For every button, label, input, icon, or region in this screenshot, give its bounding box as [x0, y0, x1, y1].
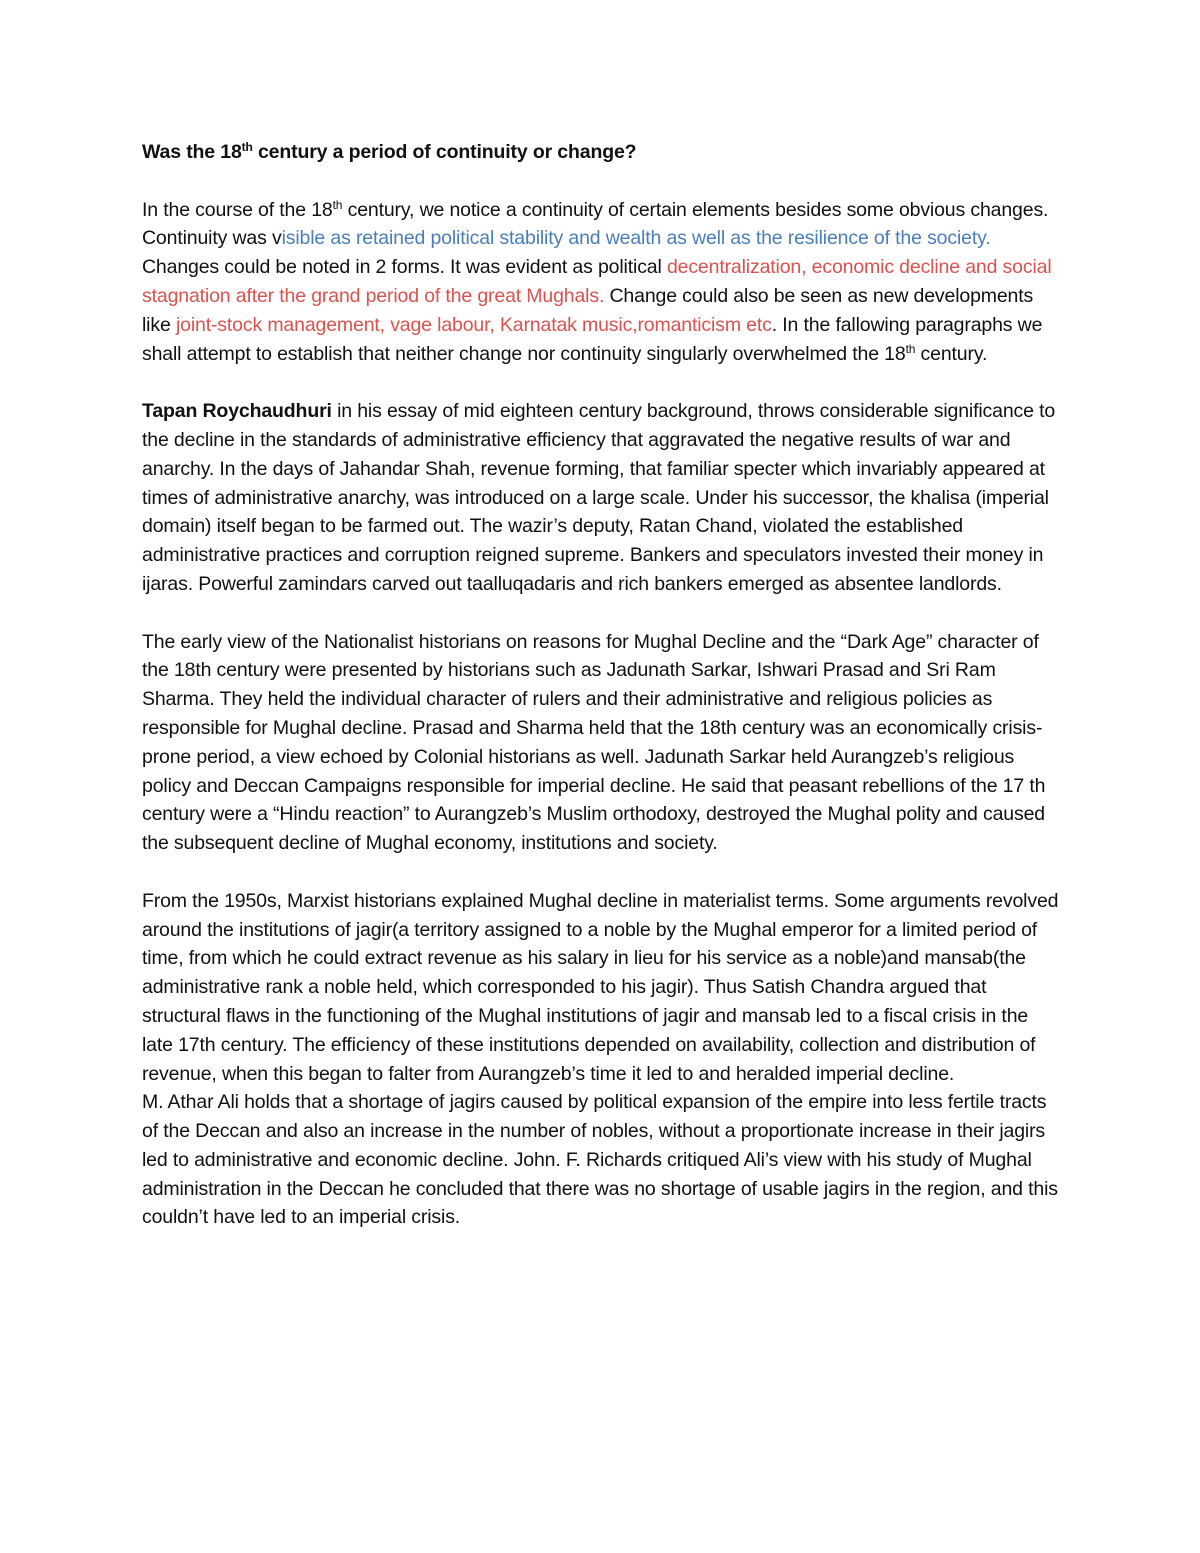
intro-text: century, we notice a continuity of certain elements besides some obvious changes. Continuity was v [142, 198, 1049, 250]
document-page [142, 138, 1060, 1232]
continuity-highlight: isible as retained political stability and wealth as well as the resilience of the society. [281, 227, 991, 250]
document-title [142, 138, 1060, 167]
author-name: Tapan Roychaudhuri [142, 400, 332, 423]
marxist-paragraph: From the 1950s, Marxist historians explained Mughal decline in materialist terms. Some arguments revolved around the institutions of jagir(a territory assigned to a noble by the Mughal emperor for a limited period of time, from which he could extract revenue as his salary in lieu for his service as a noble)and mansab(the administrative rank a noble held, which corresponded to his jagir). Thus Satish Chandra argued that structural flaws in the functioning of the Mughal institutions of jagir and mansab led to a fiscal crisis in the late 17th century. The efficiency of these institutions depended on availability, collection and distribution of revenue, when this began to falter from Aurangzeb’s time it led to and heralded imperial decline. [142, 889, 1059, 1085]
roychaudhuri-paragraph [142, 397, 1060, 599]
intro-superscript: th [905, 341, 916, 356]
developments-highlight: joint-stock management, vage labour, Karnatak music,romanticism etc [175, 313, 772, 336]
intro-superscript: th [332, 197, 343, 212]
intro-text: Changes could be noted in 2 forms. It was evident as political [142, 256, 667, 279]
intro-paragraph [142, 196, 1060, 369]
title-text-rest: century a period of continuity or change? [252, 141, 637, 163]
title-text: Was the 18 [142, 141, 242, 163]
intro-text: Change could also be seen as new developments like [142, 284, 1034, 336]
intro-text: In the course of the 18 [142, 198, 333, 221]
nationalist-paragraph: The early view of the Nationalist historians on reasons for Mughal Decline and the “Dark Age” character of the 18th century were presented by historians such as Jadunath Sarkar, Ishwari Prasad and Sri Ram Sharma. They held the individual character of rulers and their administrative and religious policies as responsible for Mughal decline. Prasad and Sharma held that the 18th century was an economically crisis-prone period, a view echoed by Colonial historians as well. Jadunath Sarkar held Aurangzeb’s religious policy and Deccan Campaigns responsible for imperial decline. He said that peasant rebellions of the 17 th century were a “Hindu reaction” to Aurangzeb’s Muslim orthodoxy, destroyed the Mughal polity and caused the subsequent decline of Mughal economy, institutions and society. [142, 630, 1046, 855]
intro-text: century. [915, 342, 988, 365]
decline-highlight: decentralization, economic decline and social stagnation after the grand period of the great Mughals. [142, 256, 1052, 307]
intro-text: . In the fallowing paragraphs we shall attempt to establish that neither change nor continuity singularly overwhelmed the 18 [142, 313, 1043, 365]
athar-ali-paragraph: M. Athar Ali holds that a shortage of jagirs caused by political expansion of the empire into less fertile tracts of the Deccan and also an increase in the number of nobles, without a proportionate increase in their jagirs led to administrative and economic decline. John. F. Richards critiqued Ali’s view with his study of Mughal administration in the Deccan he concluded that there was no shortage of usable jagirs in the region, and this couldn’t have led to an imperial crisis. [142, 1091, 1058, 1229]
title-superscript: th [241, 140, 253, 154]
paragraph-text: in his essay of mid eighteen century background, throws considerable significance to the decline in the standards of administrative efficiency that aggravated the negative results of war and anarchy. In the days of Jahandar Shah, revenue forming, that familiar specter which invariably appeared at times of administrative anarchy, was introduced on a large scale. Under his successor, the khalisa (imperial domain) itself began to be farmed out. The wazir’s deputy, Ratan Chand, violated the established administrative practices and corruption reigned supreme. Bankers and speculators invested their money in ijaras. Powerful zamindars carved out taalluqadaris and rich bankers emerged as absentee landlords. [142, 400, 1056, 595]
